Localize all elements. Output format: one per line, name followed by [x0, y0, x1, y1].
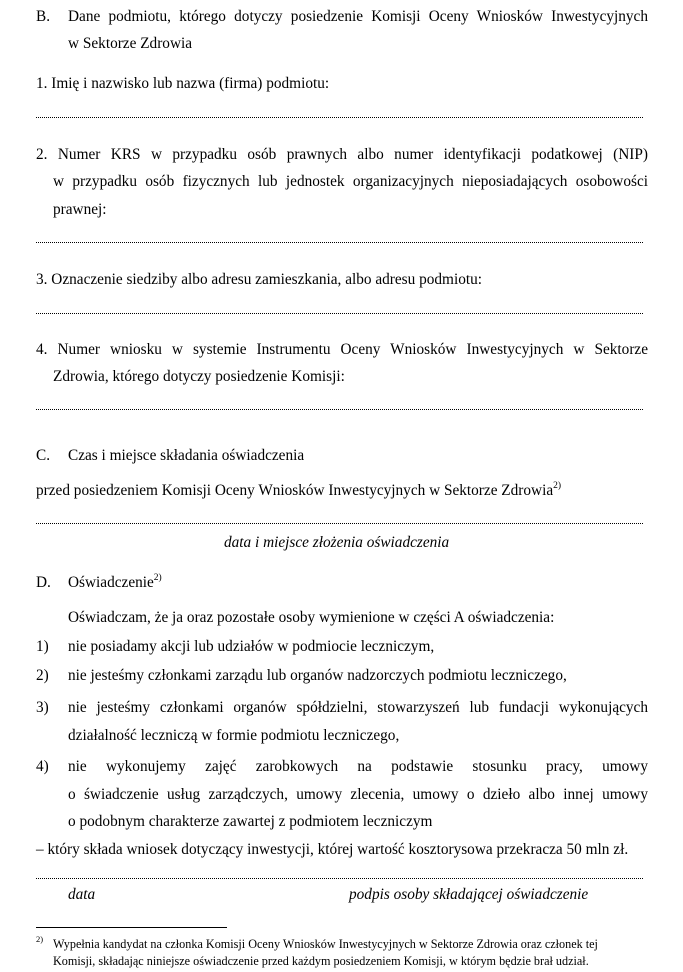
- date-caption: data: [68, 886, 96, 903]
- section-b-heading-line2: w Sektorze Zdrowia: [68, 35, 193, 52]
- date-place-caption: data i miejsce złożenia oświadczenia: [224, 534, 450, 551]
- item-2-line2: w przypadku osób fizycznych lub jednostek organizacyjnych nieposiadających osobowości: [53, 173, 648, 190]
- item-1-label: 1. Imię i nazwisko lub nazwa (firma) podmiotu:: [36, 75, 330, 92]
- list-item-number: 1): [36, 638, 49, 655]
- list-item-line: o podobnym charakterze zawartej z podmiotem leczniczym: [68, 813, 433, 830]
- item-2-fill-line[interactable]: [36, 242, 643, 245]
- footnote-ref: 2): [153, 572, 162, 583]
- item-4-fill-line[interactable]: [36, 409, 643, 412]
- declaration-intro: Oświadczam, że ja oraz pozostałe osoby wymienione w części A oświadczenia:: [68, 609, 555, 626]
- item-1-fill-line[interactable]: [36, 117, 643, 120]
- item-4-line1: 4. Numer wniosku w systemie Instrumentu Oceny Wniosków Inwestycyjnych w Sektorze: [36, 341, 648, 358]
- list-item-line: nie jesteśmy członkami organów spółdzielni, stowarzyszeń lub fundacji wykonujących: [68, 699, 648, 716]
- signature-caption: podpis osoby składającej oświadczenie: [349, 886, 589, 903]
- footnote-line1: Wypełnia kandydat na członka Komisji Oceny Wniosków Inwestycyjnych w Sektorze Zdrowia oraz członek tej: [53, 937, 598, 951]
- list-item-line: nie wykonujemy zajęć zarobkowych na podstawie stosunku pracy, umowy: [68, 758, 648, 775]
- list-item-number: 2): [36, 667, 49, 684]
- signature-fill-line[interactable]: [36, 878, 643, 881]
- item-2-line3: prawnej:: [53, 201, 107, 218]
- section-c-text: przed posiedzeniem Komisji Oceny Wniosków Inwestycyjnych w Sektorze Zdrowia$^{2)}$: [36, 480, 562, 499]
- investment-condition-line: – który składa wniosek dotyczący inwestycji, której wartość kosztorysowa przekracza 50 mln zł.: [36, 841, 629, 858]
- section-d-letter: D.: [36, 574, 51, 591]
- list-item-number: 3): [36, 699, 49, 716]
- list-item-line: o świadczenie usług zarządczych, umowy zlecenia, umowy o dzieło albo innej umowy: [68, 786, 648, 803]
- list-item-line: nie posiadamy akcji lub udziałów w podmiocie leczniczym,: [68, 638, 435, 655]
- section-c-letter: C.: [36, 447, 51, 464]
- item-3-label: 3. Oznaczenie siedziby albo adresu zamieszkania, albo adresu podmiotu:: [36, 271, 482, 288]
- footnote-ref: 2): [553, 480, 562, 491]
- section-b-letter: B.: [36, 8, 51, 25]
- section-b-heading-line1: Dane podmiotu, którego dotyczy posiedzenie Komisji Oceny Wniosków Inwestycyjnych: [68, 8, 648, 25]
- section-d-heading: Oświadczenie$^{2)}$: [68, 572, 162, 591]
- footnote-mark: 2): [36, 934, 44, 944]
- footnote-line2: Komisji, składając niniejsze oświadczenie przed każdym posiedzeniem Komisji, w którym będzie brał udział.: [53, 954, 589, 968]
- list-item-number: 4): [36, 758, 49, 775]
- section-c-heading: Czas i miejsce składania oświadczenia: [68, 447, 305, 464]
- item-3-fill-line[interactable]: [36, 313, 643, 316]
- date-place-fill-line[interactable]: [36, 523, 643, 526]
- item-2-line1: 2. Numer KRS w przypadku osób prawnych albo numer identyfikacji podatkowej (NIP): [36, 146, 648, 163]
- list-item-line: nie jesteśmy członkami zarządu lub organów nadzorczych podmiotu leczniczego,: [68, 667, 567, 684]
- item-4-line2: Zdrowia, którego dotyczy posiedzenie Komisji:: [53, 368, 345, 385]
- footnote-divider: [36, 927, 227, 928]
- list-item-line: działalność leczniczą w formie podmiotu leczniczego,: [68, 727, 400, 744]
